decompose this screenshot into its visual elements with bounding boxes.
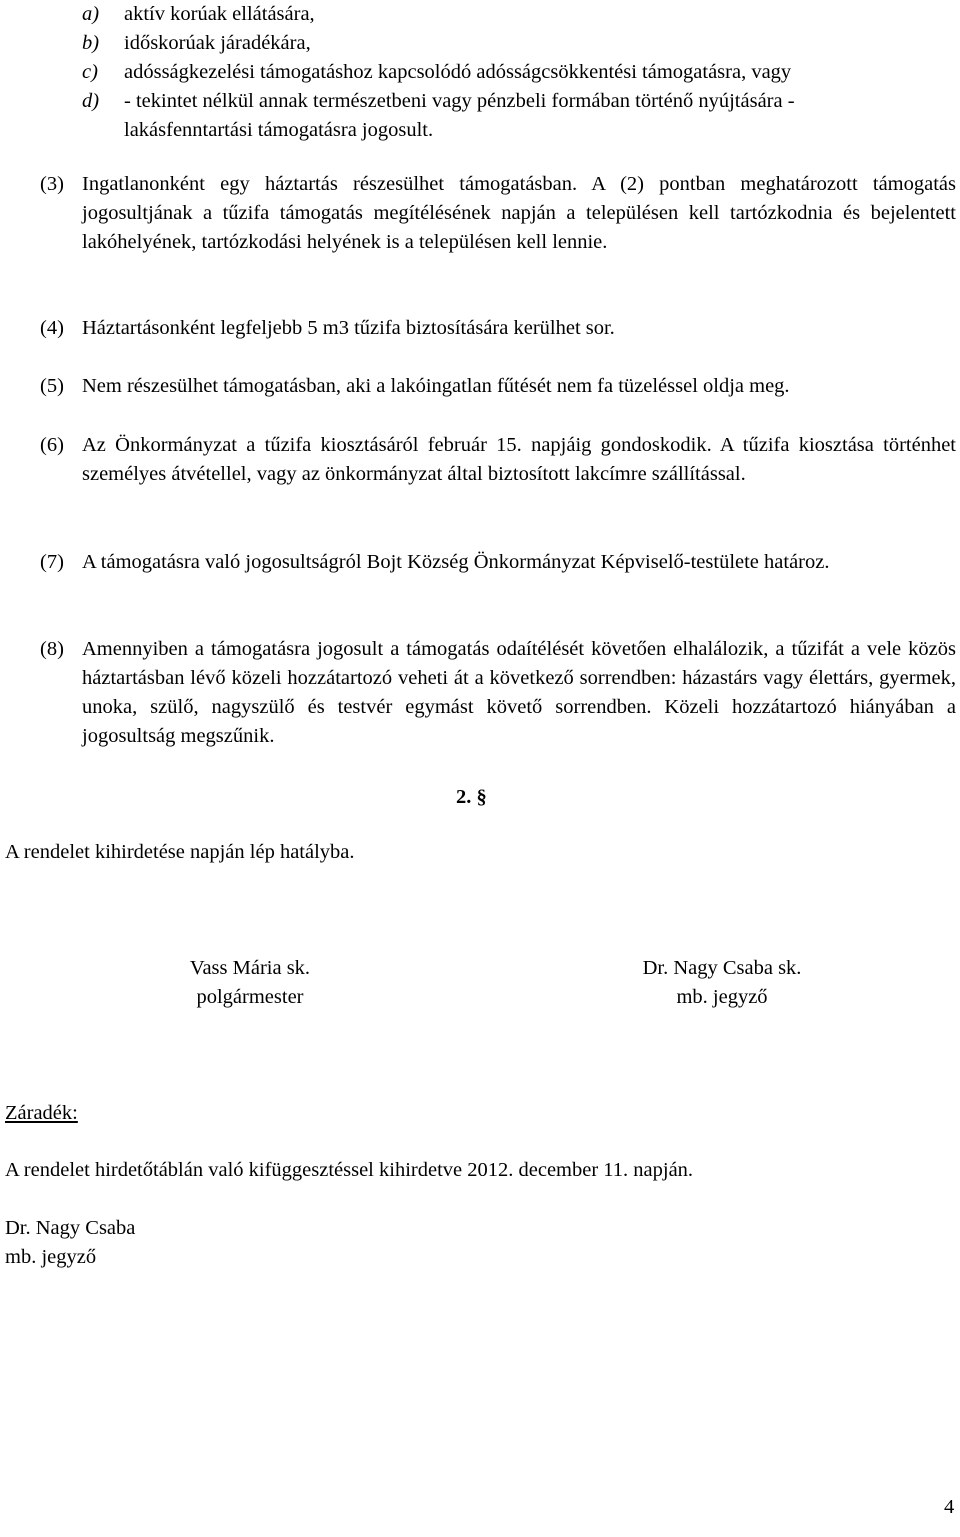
paragraph-8	[40, 635, 956, 751]
paragraph-5	[40, 372, 956, 401]
list-item-text: adósságkezelési támogatáshoz kapcsolódó adósságcsökkentési támogatásra, vagy	[124, 61, 792, 83]
paragraph-text: Nem részesülhet támogatásban, aki a lakóingatlan fűtését nem fa tüzeléssel oldja meg.	[82, 375, 790, 397]
list-marker: a)	[82, 3, 100, 25]
effective-date-text: A rendelet kihirdetése napján lép hatályba.	[5, 841, 355, 863]
paragraph-text: Amennyiben a támogatásra jogosult a támogatás odaítélését követően elhalálozik, a tűzifát a vele közös háztartásban lévő közeli hozzátartozó veheti át a következő sorrendben: házastárs vagy élettárs, gyermek, unoka, szülő, nagyszülő és testvér egymást követő sorrendben. Közeli hozzátartozó hiányában a jogosultság megszűnik.	[82, 638, 956, 747]
list-marker: b)	[82, 32, 100, 54]
paragraph-text: Az Önkormányzat a tűzifa kiosztásáról február 15. napjáig gondoskodik. A tűzifa kiosztása történhet személyes átvétellel, vagy az önkormányzat által biztosított lakcímre szállítással.	[82, 434, 956, 485]
signer-title: mb. jegyző	[676, 986, 768, 1008]
paragraph-text: Ingatlanonként egy háztartás részesülhet támogatásban. A (2) pontban meghatározott támogatás jogosultjának a tűzifa támogatás megítélésének napján a településen kell tartózkodnia és bejelentett lakóhelyének, tartózkodási helyének is a településen kell lennie.	[82, 173, 956, 253]
signature-right	[592, 954, 852, 1012]
paragraph-3	[40, 170, 956, 257]
paragraph-text: A támogatásra való jogosultságról Bojt Község Önkormányzat Képviselő-testülete határoz.	[82, 551, 830, 573]
paragraph-6	[40, 431, 956, 489]
paragraph-number: (6)	[40, 434, 64, 456]
list-marker: d)	[82, 90, 100, 112]
list-item-c	[82, 58, 960, 87]
list-item-text: - tekintet nélkül annak természetbeni vagy pénzbeli formában történő nyújtására -	[124, 90, 795, 112]
clause-heading: Záradék:	[5, 1102, 78, 1124]
list-marker: c)	[82, 61, 98, 83]
list-item-text: időskorúak járadékára,	[124, 32, 311, 54]
paragraph-number: (7)	[40, 551, 64, 573]
signer-name: Dr. Nagy Csaba sk.	[642, 957, 802, 979]
clause-text: A rendelet hirdetőtáblán való kifüggesztéssel kihirdetve 2012. december 11. napján.	[5, 1159, 694, 1181]
signer-name: Vass Mária sk.	[189, 957, 311, 979]
signer-title: polgármester	[196, 986, 304, 1008]
paragraph-text: Háztartásonként legfeljebb 5 m3 tűzifa biztosítására kerülhet sor.	[82, 317, 615, 339]
paragraph-number: (5)	[40, 375, 64, 397]
list-item-text: aktív korúak ellátására,	[124, 3, 315, 25]
page-number: 4	[944, 1496, 955, 1518]
paragraph-7	[40, 548, 956, 577]
paragraph-number: (8)	[40, 638, 64, 660]
signature-left	[130, 954, 370, 1012]
list-item-b	[82, 29, 960, 58]
paragraph-number: (3)	[40, 173, 64, 195]
paragraph-4	[40, 314, 956, 343]
list-item-d	[82, 87, 960, 145]
list-item-continuation: lakásfenntartási támogatásra jogosult.	[124, 119, 434, 141]
enumerated-list	[82, 0, 960, 145]
paragraph-number: (4)	[40, 317, 64, 339]
clause-signer-name: Dr. Nagy Csaba	[5, 1217, 136, 1239]
list-item-a	[82, 0, 960, 29]
clause-signer	[5, 1214, 135, 1272]
section-heading: 2. §	[456, 786, 487, 808]
clause-signer-title: mb. jegyző	[5, 1246, 97, 1268]
